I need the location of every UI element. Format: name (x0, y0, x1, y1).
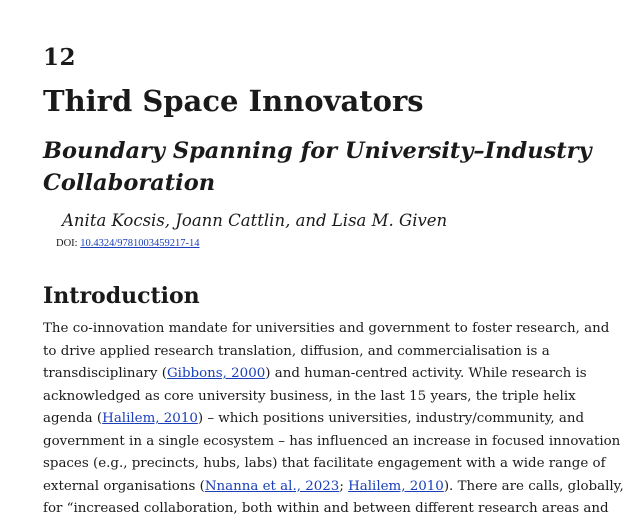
citation-link[interactable]: Nnanna et al., 2023 (204, 478, 340, 494)
paragraph-line: acknowledged as core university business, in the last 15 years, the triple helix (43, 388, 576, 404)
doi-line (56, 238, 200, 249)
paragraph-line: to drive applied research translation, diffusion, and commercialisation is a (43, 343, 550, 359)
section-heading: Introduction (43, 283, 200, 309)
text-span: ) and human-centred activity. While research is (265, 366, 587, 381)
chapter-number: 12 (43, 44, 77, 71)
citation-link[interactable]: Halilem, 2010 (348, 478, 444, 494)
paragraph-line (43, 476, 624, 499)
citation-link[interactable]: Gibbons, 2000 (166, 366, 266, 381)
text-span: ). There are calls, globally, (443, 478, 624, 494)
paragraph-line: The co-innovation mandate for universities and government to foster research, and (43, 321, 610, 336)
chapter-authors: Anita Kocsis, Joann Cattlin, and Lisa M. Given (62, 211, 448, 230)
chapter-subtitle: Boundary Spanning for University–Industry Collaboration (43, 138, 592, 196)
body-paragraph (43, 318, 624, 521)
paragraph-line (43, 408, 583, 431)
chapter-title: Third Space Innovators (43, 84, 424, 118)
text-span: ) – which positions universities, industry/community, and (197, 411, 585, 426)
text-span: agenda ( (43, 411, 103, 426)
text-span: ; (339, 478, 349, 494)
paragraph-line: for “increased collaboration, both within and between different research areas and (43, 501, 609, 516)
paragraph-line: spaces (e.g., precincts, hubs, labs) that facilitate engagement with a wide range of (43, 456, 606, 471)
citation-link[interactable]: Halilem, 2010 (102, 411, 198, 426)
doi-link[interactable]: 10.4324/9781003459217-14 (80, 238, 200, 249)
paragraph-line (43, 363, 587, 386)
paragraph-line: government in a single ecosystem – has influenced an increase in focused innovation (43, 433, 621, 449)
text-span: external organisations ( (43, 478, 205, 494)
text-span: transdisciplinary ( (43, 366, 167, 381)
doi-label: DOI: (56, 238, 78, 249)
